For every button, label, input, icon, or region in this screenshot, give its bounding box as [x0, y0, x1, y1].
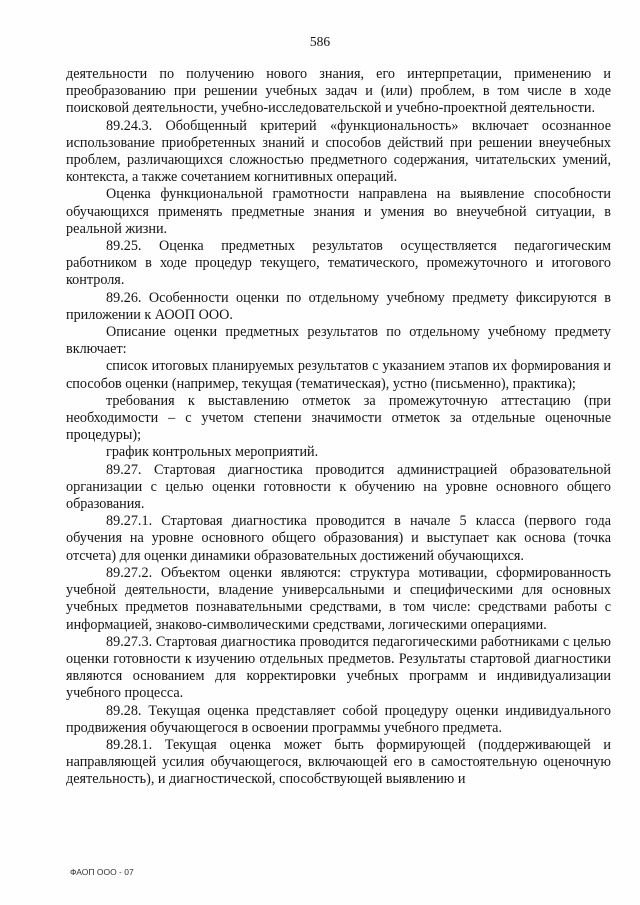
paragraph: 89.26. Особенности оценки по отдельному учебному предмету фиксируются в приложении к АООП ООО. — [66, 289, 611, 323]
footer-code: ФАОП ООО - 07 — [70, 867, 134, 877]
paragraph: деятельности по получению нового знания, его интерпретации, применению и преобразованию при решении учебных задач и (или) проблем, в том числе в ходе поисковой деятельности, учебно-исследовательской и учебно-проектной деятельности. — [66, 66, 611, 117]
paragraph: 89.28.1. Текущая оценка может быть формирующей (поддерживающей и направляющей усилия обучающегося, включающей его в самостоятельную оценочную деятельность), и диагностической, способствующей выявлению и — [66, 736, 611, 788]
list-item: список итоговых планируемых результатов с указанием этапов их формирования и способов оценки (например, текущая (тематическая), устно (письменно), практика); — [66, 358, 611, 392]
paragraph: 89.27.2. Объектом оценки являются: структура мотивации, сформированность учебной деятельности, владение универсальными и специфическими для основных учебных предметов познавательными средствами, в том числе: средствами работы с информацией, знаково-символическими средствами, логическими операциями. — [66, 564, 611, 633]
paragraph: 89.27.1. Стартовая диагностика проводится в начале 5 класса (первого года обучения на уровне основного общего образования) и выступает как основа (точка отсчета) для оценки динамики образовательных достижений обучающихся. — [66, 513, 611, 564]
page-number: 586 — [309, 34, 331, 49]
document-body — [66, 66, 611, 789]
paragraph: Оценка функциональной грамотности направлена на выявление способности обучающихся применять предметные знания и умения во внеучебной ситуации, в реальной жизни. — [66, 186, 611, 237]
paragraph: 89.27.3. Стартовая диагностика проводится педагогическими работниками с целью оценки готовности к изучению отдельных предметов. Результаты стартовой диагностики являются основанием для корректировки учебных программ и индивидуализации учебного процесса. — [66, 633, 611, 702]
paragraph: 89.24.3. Обобщенный критерий «функциональность» включает осознанное использование приобретенных знаний и способов действий при решении внеучебных проблем, различающихся сложностью предметного содержания, читательских умений, контекста, а также сочетанием когнитивных операций. — [66, 117, 611, 186]
paragraph: 89.28. Текущая оценка представляет собой процедуру оценки индивидуального продвижения обучающегося в освоении программы учебного предмета. — [66, 702, 611, 736]
paragraph: Описание оценки предметных результатов по отдельному учебному предмету включает: — [66, 324, 611, 358]
paragraph: 89.25. Оценка предметных результатов осуществляется педагогическим работником в ходе процедур текущего, тематического, промежуточного и итогового контроля. — [66, 238, 611, 289]
paragraph: 89.27. Стартовая диагностика проводится администрацией образовательной организации с целью оценки готовности к обучению на уровне основного общего образования. — [66, 461, 611, 513]
list-item: график контрольных мероприятий. — [106, 444, 319, 461]
list-item: требования к выставлению отметок за промежуточную аттестацию (при необходимости – с учетом степени значимости отметок за отдельные оценочные процедуры); — [66, 392, 611, 444]
